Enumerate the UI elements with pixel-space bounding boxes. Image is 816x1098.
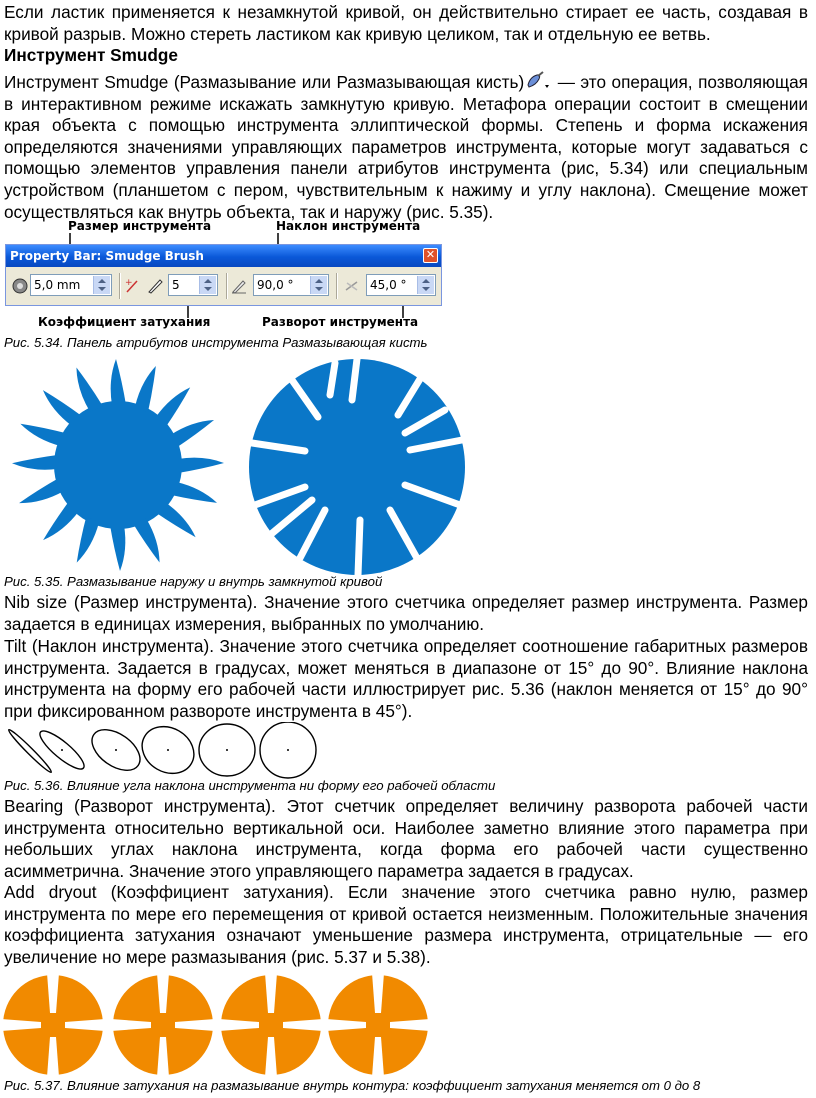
bearing-paragraph: Bearing (Разворот инструмента). Этот счетчик определяет величину разворота рабочей части инструмента относительно вертикальной оси. Наиболее заметно влияние этого параметра при небольших углах наклона инструмента, когда форма его рабочей части существенно асимметрична. Значение этого управляющего параметра задается в градусах.	[4, 796, 808, 881]
tilt-spin-arrows[interactable]	[310, 276, 327, 294]
nib-size-paragraph: Nib size (Размер инструмента). Значение этого счетчика определяет размер инструмента. Размер задается в единицах измерения, выбранных по умолчанию.	[4, 592, 808, 634]
bearing-value: 45,0 °	[370, 278, 407, 292]
nib-size-value: 5,0 mm	[34, 278, 81, 292]
caption-535: Рис. 5.35. Размазывание наружу и внутрь замкнутой кривой	[4, 574, 383, 589]
caption-536: Рис. 5.36. Влияние угла наклона инструмента ни форму его рабочей области	[4, 778, 496, 793]
figure-535-illustration	[0, 355, 480, 580]
separator	[226, 273, 228, 299]
dryout-plus-icon	[124, 277, 142, 295]
tilt-paragraph: Tilt (Наклон инструмента). Значение этого счетчика определяет соотношение габаритных размеров инструмента. Задается в градусах, может меняться в диапазоне от 15° до 90°. Влияние наклона инструмента на форму его рабочей части иллюстрирует рис. 5.36 (наклон меняется от 15° до 90° при фиксированном развороте инструмента в 45°).	[4, 636, 808, 721]
label-nib-size: Размер инструмента	[68, 219, 212, 233]
smudge-description-rest: — это операция, позволяющая в интерактивном режиме искажать замкнутую кривую. Метафора операции состоит в смещении края объекта с помощью инструмента эллиптической формы. Степень и форма искажения определяются значениями управляющих параметров инструмента, которые могут задаваться с помощью элементов управления панели атрибутов инструмента (рис, 5.34) или специальным устройством (планшетом с пером, чувствительным к нажиму и углу наклона). Смещение может осуществляться как внутрь объекта, так и наружу (рис. 5.35).	[4, 72, 808, 222]
smudge-inward-shape	[249, 359, 465, 575]
figure-536-illustration	[0, 722, 330, 780]
smudge-outward-shape	[12, 359, 224, 571]
property-bar-title	[6, 245, 441, 267]
caption-534: Рис. 5.34. Панель атрибутов инструмента Размазывающая кисть	[4, 335, 428, 350]
dryout-spin-arrows[interactable]	[199, 276, 216, 294]
label-bearing: Разворот инструмента	[262, 315, 419, 329]
nib-size-spin-arrows[interactable]	[93, 276, 110, 294]
separator	[336, 273, 338, 299]
property-bar-title-text: Property Bar: Smudge Brush	[10, 249, 204, 263]
smudge-description-paragraph	[4, 71, 808, 223]
bearing-icon	[343, 277, 361, 295]
close-button[interactable]: ✕	[423, 248, 438, 263]
nib-size-spinner[interactable]	[30, 274, 112, 296]
figure-537-illustration	[0, 970, 440, 1080]
separator	[119, 273, 121, 299]
dryout-spinner[interactable]	[168, 274, 218, 296]
section-heading: Инструмент Smudge	[4, 45, 178, 65]
intro-paragraph: Если ластик применяется к незамкнутой кривой, он действительно стирает ее часть, создавая в кривой разрыв. Можно стереть ластиком как кривую целиком, так и отдельную ее ветвь.	[4, 2, 808, 44]
svg-text:+: +	[125, 278, 133, 288]
smudge-tool-icon	[524, 71, 552, 91]
dryout-shape-1	[1, 973, 105, 1077]
bearing-spin-arrows[interactable]	[417, 276, 434, 294]
nib-size-icon	[11, 277, 29, 295]
label-tilt: Наклон инструмента	[276, 219, 421, 233]
property-bar-window	[5, 244, 442, 306]
tilt-value: 90,0 °	[257, 278, 294, 292]
caption-537: Рис. 5.37. Влияние затухания на размазывание внутрь контура: коэффициент затухания меняется от 0 до 8	[4, 1078, 701, 1093]
dryout-shape-4	[326, 973, 430, 1077]
tilt-icon	[230, 277, 248, 295]
dryout-value: 5	[172, 278, 180, 292]
dryout-pen-icon	[146, 277, 164, 295]
bearing-spinner[interactable]	[366, 274, 436, 296]
smudge-description-start: Инструмент Smudge (Размазывание или Размазывающая кисть)	[4, 72, 525, 92]
dryout-shape-3	[219, 973, 323, 1077]
dryout-shape-2	[111, 973, 215, 1077]
dryout-paragraph: Add dryout (Коэффициент затухания). Если значение этого счетчика равно нулю, размер инструмента по мере его перемещения от кривой остается неизменным. Положительные значения коэффициента затухания означают уменьшение размера инструмента, отрицательные — его увеличение но мере размазывания (рис. 5.37 и 5.38).	[4, 882, 808, 967]
tilt-spinner[interactable]	[253, 274, 329, 296]
property-bar-controls	[6, 267, 441, 305]
label-dryout: Коэффициент затухания	[38, 315, 211, 329]
